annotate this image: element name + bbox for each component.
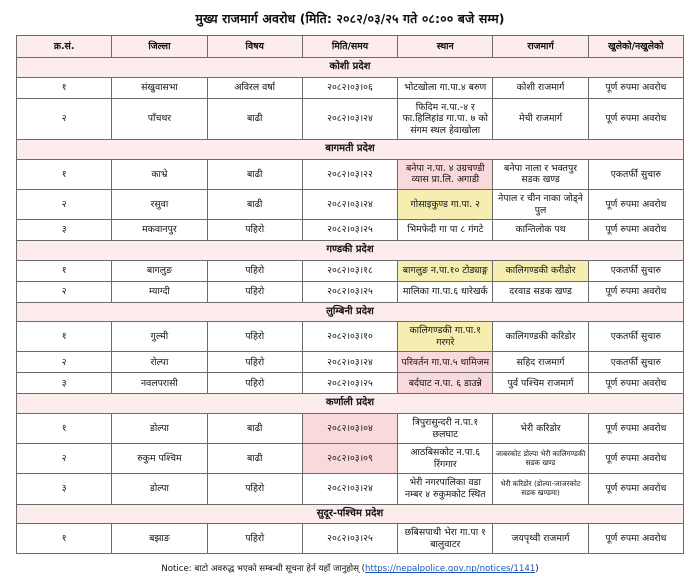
column-header-sn: क्र.सं. xyxy=(17,36,112,58)
table-row xyxy=(17,98,684,140)
province-row xyxy=(17,302,684,322)
cell-sn: २ xyxy=(17,98,112,140)
cell-sn: ३ xyxy=(17,474,112,504)
cell-highway: कान्तिलोक पथ xyxy=(493,220,588,241)
cell-district: नवलपरासी xyxy=(112,373,207,394)
cell-place: फिदिम न.पा.-४ र फा.हिलिहांड गा.पा. ७ को संगम स्थल हेवाखोला xyxy=(398,98,493,140)
table-body xyxy=(17,58,684,554)
cell-subject: पहिरो xyxy=(207,220,302,241)
province-label: गण्डकी प्रदेश xyxy=(17,241,684,261)
cell-highway: सहिद राजमार्ग xyxy=(493,352,588,373)
cell-sn: १ xyxy=(17,322,112,352)
column-header-district: जिल्ला xyxy=(112,36,207,58)
cell-sn: २ xyxy=(17,444,112,474)
cell-datetime: २०८२।०३।२२ xyxy=(302,159,397,189)
cell-highway: कोशी राजमार्ग xyxy=(493,77,588,98)
cell-place: परिवर्तन गा.पा.५ धामिजम xyxy=(398,352,493,373)
cell-highway: भेरी करिडोर xyxy=(493,413,588,443)
cell-highway: जयपृथ्वी राजमार्ग xyxy=(493,524,588,554)
column-header-status: खुलेको/नखुलेको xyxy=(588,36,683,58)
notice-footer xyxy=(0,554,700,580)
cell-subject: अविरल वर्षा xyxy=(207,77,302,98)
table-row xyxy=(17,281,684,302)
province-row xyxy=(17,394,684,414)
table-row xyxy=(17,474,684,504)
cell-subject: बाढी xyxy=(207,413,302,443)
table-row xyxy=(17,352,684,373)
cell-place: मालिका गा.पा.६ धारेखर्क xyxy=(398,281,493,302)
status-badge: पूर्ण रुपमा अवरोध xyxy=(588,413,683,443)
province-row xyxy=(17,58,684,78)
cell-place: गोसाइकुण्ड गा.पा. २ xyxy=(398,190,493,220)
column-header-subject: विषय xyxy=(207,36,302,58)
cell-sn: १ xyxy=(17,524,112,554)
column-header-place: स्थान xyxy=(398,36,493,58)
cell-datetime: २०८२।०३।०९ xyxy=(302,444,397,474)
status-badge: पूर्ण रुपमा अवरोध xyxy=(588,444,683,474)
cell-district: संखुवासभा xyxy=(112,77,207,98)
cell-subject: पहिरो xyxy=(207,352,302,373)
cell-sn: १ xyxy=(17,413,112,443)
province-label: लुम्बिनी प्रदेश xyxy=(17,302,684,322)
province-row xyxy=(17,241,684,261)
table-header xyxy=(17,36,684,58)
notice-prefix: Notice: बाटो अवरुद्ध भएको सम्बन्धी सूचना हेर्न यहाँ जानुहोस् ( xyxy=(161,564,366,575)
province-row xyxy=(17,140,684,160)
status-badge: पूर्ण रुपमा अवरोध xyxy=(588,524,683,554)
cell-datetime: २०८२।०३।२४ xyxy=(302,98,397,140)
cell-datetime: २०८२।०३।०४ xyxy=(302,413,397,443)
cell-district: मकवानपुर xyxy=(112,220,207,241)
table-row xyxy=(17,413,684,443)
cell-place: छबिसपाथी भेरा गा.पा १ बालुवाटर xyxy=(398,524,493,554)
status-badge: पूर्ण रुपमा अवरोध xyxy=(588,281,683,302)
cell-place: भेरी नगरपालिका वडा नम्बर ४ रुकुमकोट स्थित xyxy=(398,474,493,504)
status-badge: पूर्ण रुपमा अवरोध xyxy=(588,98,683,140)
cell-sn: २ xyxy=(17,190,112,220)
cell-subject: बाढी xyxy=(207,444,302,474)
table-row xyxy=(17,260,684,281)
province-label: कर्णाली प्रदेश xyxy=(17,394,684,414)
cell-sn: २ xyxy=(17,281,112,302)
cell-district: डोल्पा xyxy=(112,413,207,443)
cell-highway: बनेपा नाला र भक्तपुर सडक खण्ड xyxy=(493,159,588,189)
status-badge: पूर्ण रुपमा अवरोध xyxy=(588,373,683,394)
status-badge: एकतर्फी सुचारु xyxy=(588,260,683,281)
cell-subject: पहिरो xyxy=(207,474,302,504)
table-row xyxy=(17,524,684,554)
cell-subject: पहिरो xyxy=(207,260,302,281)
table-row xyxy=(17,159,684,189)
cell-datetime: २०८२।०३।२५ xyxy=(302,373,397,394)
cell-sn: ३ xyxy=(17,373,112,394)
status-badge: एकतर्फी सुचारु xyxy=(588,159,683,189)
cell-subject: पहिरो xyxy=(207,524,302,554)
cell-place: आठबिसकोट न.पा.६ रिंगगार xyxy=(398,444,493,474)
province-row xyxy=(17,504,684,524)
status-badge: पूर्ण रुपमा अवरोध xyxy=(588,190,683,220)
cell-sn: २ xyxy=(17,352,112,373)
cell-datetime: २०८२।०३।२४ xyxy=(302,352,397,373)
table-row xyxy=(17,444,684,474)
cell-district: बागलुङ xyxy=(112,260,207,281)
cell-subject: बाढी xyxy=(207,159,302,189)
status-badge: एकतर्फी सुचारु xyxy=(588,352,683,373)
cell-district: म्याग्दी xyxy=(112,281,207,302)
cell-subject: पहिरो xyxy=(207,322,302,352)
province-label: सुदूर-पश्चिम प्रदेश xyxy=(17,504,684,524)
column-header-highway: राजमार्ग xyxy=(493,36,588,58)
cell-sn: ३ xyxy=(17,220,112,241)
cell-subject: बाढी xyxy=(207,98,302,140)
table-row xyxy=(17,322,684,352)
cell-highway: नेपाल र चीन नाका जोड्ने पुल xyxy=(493,190,588,220)
status-badge: एकतर्फी सुचारु xyxy=(588,322,683,352)
table-header-row xyxy=(17,36,684,58)
cell-highway: दरवाड सडक खण्ड xyxy=(493,281,588,302)
cell-place: बागलुङ न.पा.१० टोड्याङ्ग xyxy=(398,260,493,281)
cell-sn: १ xyxy=(17,260,112,281)
cell-sn: १ xyxy=(17,159,112,189)
cell-place: त्रिपुरासुन्दरी न.पा.१ छलघाट xyxy=(398,413,493,443)
cell-place: कालिगण्डकी गा.पा.१ गरगरे xyxy=(398,322,493,352)
cell-highway-text: जाबरकोट डोल्पा भेरी कालिगण्डकी सडक खण्ड xyxy=(495,449,586,467)
cell-district: पाँचथर xyxy=(112,98,207,140)
cell-subject: पहिरो xyxy=(207,373,302,394)
table-row xyxy=(17,190,684,220)
cell-datetime: २०८२।०३।२४ xyxy=(302,190,397,220)
cell-subject: पहिरो xyxy=(207,281,302,302)
page-title: मुख्य राजमार्ग अवरोध (मिति: २०८२/०३/२५ गते ०८:०० बजे सम्म) xyxy=(195,11,505,26)
notice-link[interactable]: https://nepalpolice.gov.np/notices/1141 xyxy=(365,564,536,575)
cell-place: भोटखोला गा.पा.४ बरुण xyxy=(398,77,493,98)
cell-district: डोल्पा xyxy=(112,474,207,504)
table-row xyxy=(17,220,684,241)
province-label: कोशी प्रदेश xyxy=(17,58,684,78)
cell-highway xyxy=(493,444,588,474)
cell-highway xyxy=(493,474,588,504)
cell-highway: पुर्व पश्चिम राजमार्ग xyxy=(493,373,588,394)
cell-sn: १ xyxy=(17,77,112,98)
cell-datetime: २०८२।०३।२५ xyxy=(302,281,397,302)
cell-district: बझाङ xyxy=(112,524,207,554)
status-badge: पूर्ण रुपमा अवरोध xyxy=(588,220,683,241)
column-header-datetime: मिति/समय xyxy=(302,36,397,58)
notice-suffix: ) xyxy=(535,564,539,575)
table-row xyxy=(17,373,684,394)
cell-highway-text: भेरी करिडोर (डोल्पा-जाजरकोट सडक खण्डमा) xyxy=(500,479,581,498)
cell-place: बनेपा न.पा. ४ उग्रचण्डी व्यास प्रा.लि. अगाडी xyxy=(398,159,493,189)
cell-datetime: २०८२।०३।२४ xyxy=(302,474,397,504)
status-badge: पूर्ण रुपमा अवरोध xyxy=(588,77,683,98)
cell-district: रुकुम पश्चिम xyxy=(112,444,207,474)
cell-datetime: २०८२।०३।२५ xyxy=(302,220,397,241)
cell-highway: मेची राजमार्ग xyxy=(493,98,588,140)
cell-place: बर्दघाट न.पा. ६ डाउन्ने xyxy=(398,373,493,394)
cell-place: भिमफेदी गा पा ८ गंगटे xyxy=(398,220,493,241)
cell-district: रोल्पा xyxy=(112,352,207,373)
cell-district: गुल्मी xyxy=(112,322,207,352)
road-obstruction-table xyxy=(16,35,684,554)
cell-district: काभ्रे xyxy=(112,159,207,189)
cell-datetime: २०८२।०३।१८ xyxy=(302,260,397,281)
status-badge: पूर्ण रुपमा अवरोध xyxy=(588,474,683,504)
cell-datetime: २०८२।०३।०६ xyxy=(302,77,397,98)
cell-datetime: २०८२।०३।२५ xyxy=(302,524,397,554)
cell-datetime: २०८२।०३।१० xyxy=(302,322,397,352)
cell-highway: कालिगण्डकी करीडोर xyxy=(493,260,588,281)
cell-subject: बाढी xyxy=(207,190,302,220)
cell-highway: कालिगण्डकी करिडोर xyxy=(493,322,588,352)
cell-district: रसुवा xyxy=(112,190,207,220)
table-row xyxy=(17,77,684,98)
province-label: बागमती प्रदेश xyxy=(17,140,684,160)
